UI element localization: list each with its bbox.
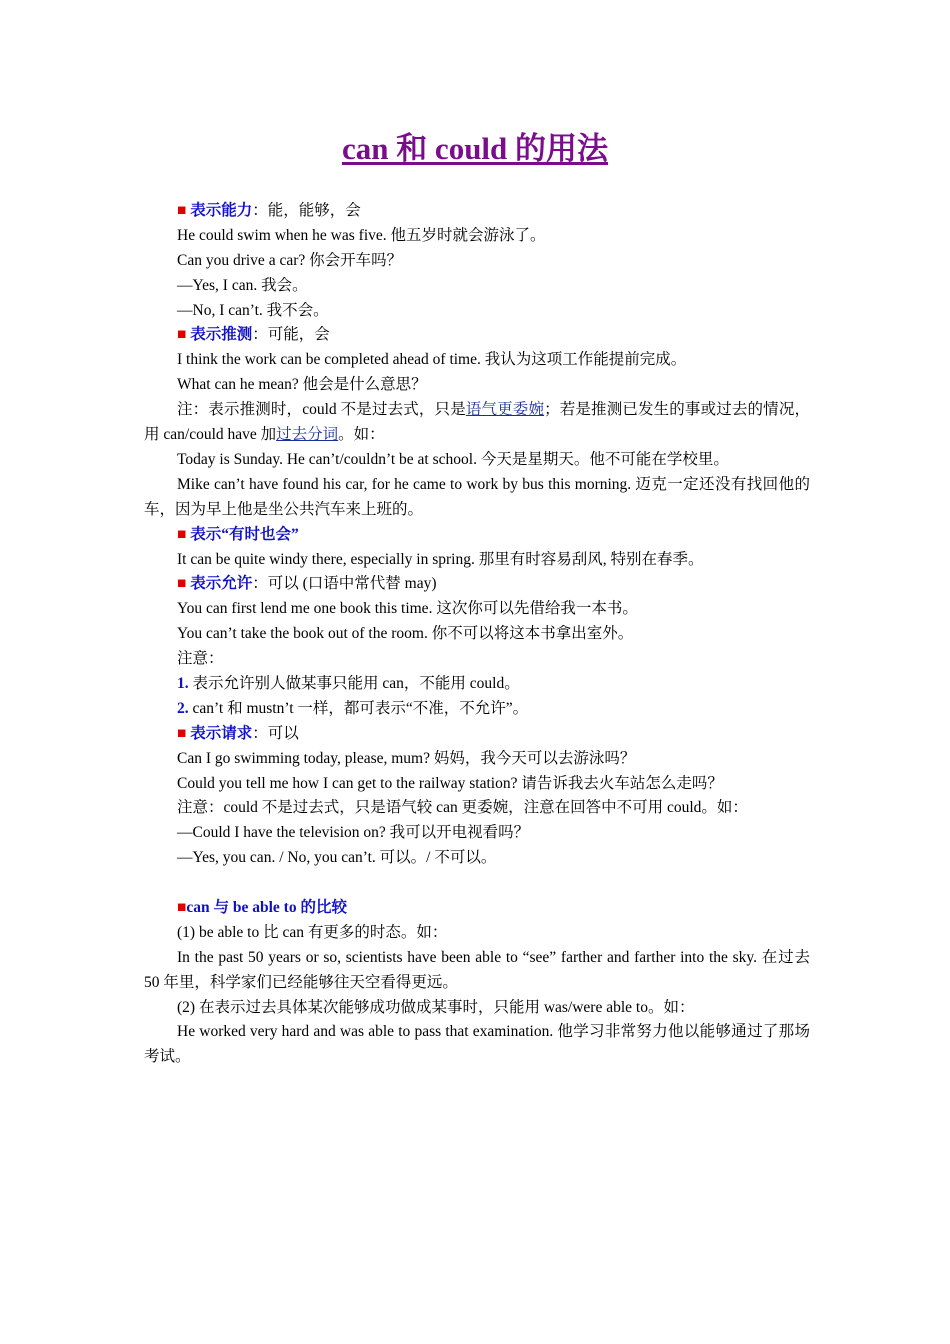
- example-line: —No, I can’t. 我不会。: [177, 301, 329, 319]
- example-line: He could swim when he was five. 他五岁时就会游泳了。: [177, 226, 546, 244]
- note-paragraph: [144, 398, 810, 448]
- red-square-icon: ■: [177, 575, 187, 593]
- example-paragraph: In the past 50 years or so, scientists have been able to “see” farther and farther into the sky. 在过去 50 年里，科学家们已经能够往天空看得更远。: [144, 948, 810, 991]
- heading-text: 表示请求: [190, 724, 253, 742]
- page-title: can 和 could 的用法: [341, 131, 609, 166]
- spacer: [144, 871, 810, 896]
- example-line: Today is Sunday. He can’t/couldn’t be at school. 今天是星期天。他不可能在学校里。: [177, 450, 729, 468]
- example-line: It can be quite windy there, especially in spring. 那里有时容易刮风, 特别在春季。: [177, 550, 704, 568]
- note-text: 注：表示推测时，could 不是过去式，只是: [177, 401, 466, 419]
- note-text: 。如：: [338, 426, 385, 444]
- link-more-tactful[interactable]: 语气更委婉: [465, 401, 545, 419]
- heading-desc: ：可以 (口语中常代替 may): [252, 575, 437, 593]
- example-line: I think the work can be completed ahead of time. 我认为这项工作能提前完成。: [177, 351, 687, 369]
- example-line: Could you tell me how I can get to the railway station? 请告诉我去火车站怎么走吗？: [177, 774, 723, 792]
- heading-text: 表示推测: [190, 326, 253, 344]
- note-number: 1.: [177, 674, 189, 692]
- section-heading-permission: [144, 572, 810, 597]
- example-line: You can first lend me one book this time. 这次你可以先借给我一本书。: [177, 600, 638, 618]
- example-line: What can he mean? 他会是什么意思？: [177, 376, 427, 394]
- section-heading-inference: [144, 323, 810, 348]
- red-square-icon: ■: [177, 202, 187, 219]
- document-body: [144, 199, 810, 1070]
- heading-text: 表示允许: [190, 575, 253, 593]
- section-heading-sometimes: [144, 523, 810, 548]
- example-line: Can I go swimming today, please, mum? 妈妈，我今天可以去游泳吗？: [177, 749, 636, 767]
- note-text: ；若是推测已发生的事或过去的情况，用 can/could have 加: [144, 401, 810, 444]
- heading-text: 表示“有时也会”: [190, 525, 299, 543]
- red-square-icon: ■: [177, 724, 187, 742]
- red-square-icon: ■: [177, 899, 187, 916]
- note-item: [144, 672, 810, 697]
- note-line: 注意：could 不是过去式，只是语气较 can 更委婉，注意在回答中不可用 could。如：: [177, 799, 748, 817]
- note-item: [144, 697, 810, 722]
- note-item-text: can’t 和 mustn’t 一样，都可表示“不准，不允许”。: [188, 699, 529, 717]
- section-heading-comparison: [144, 896, 810, 921]
- note-item-text: 表示允许别人做某事只能用 can，不能用 could。: [188, 674, 520, 692]
- point-line: (1) be able to 比 can 有更多的时态。如：: [177, 923, 448, 941]
- red-square-icon: ■: [177, 326, 187, 344]
- example-line: You can’t take the book out of the room. 你不可以将这本书拿出室外。: [177, 625, 634, 643]
- example-line: —Could I have the television on? 我可以开电视看吗？: [177, 824, 530, 842]
- section-heading-ability: [144, 199, 810, 224]
- heading-text: 表示能力: [190, 202, 253, 219]
- section-heading-request: [144, 722, 810, 747]
- heading-desc: ：可能，会: [252, 326, 330, 344]
- link-past-participle[interactable]: 过去分词: [276, 426, 339, 444]
- example-line: Can you drive a car? 你会开车吗？: [177, 251, 403, 269]
- note-label: 注意：: [177, 650, 224, 668]
- example-line: —Yes, you can. / No, you can’t. 可以。/ 不可以。: [177, 849, 497, 867]
- example-paragraph: Mike can’t have found his car, for he came to work by bus this morning. 迈克一定还没有找回他的车，因为早上他是坐公共汽车来上班的。: [144, 475, 810, 518]
- point-line: (2) 在表示过去具体某次能够成功做成某事时，只能用 was/were able to。如：: [177, 998, 695, 1016]
- red-square-icon: ■: [177, 525, 187, 543]
- note-number: 2.: [177, 699, 189, 717]
- example-line: —Yes, I can. 我会。: [177, 276, 308, 294]
- heading-text: can 与 be able to 的比较: [186, 899, 347, 916]
- example-paragraph: He worked very hard and was able to pass that examination. 他学习非常努力他以能够通过了那场考试。: [144, 1023, 810, 1066]
- heading-desc: ：可以: [252, 724, 299, 742]
- heading-desc: ：能，能够，会: [252, 202, 361, 219]
